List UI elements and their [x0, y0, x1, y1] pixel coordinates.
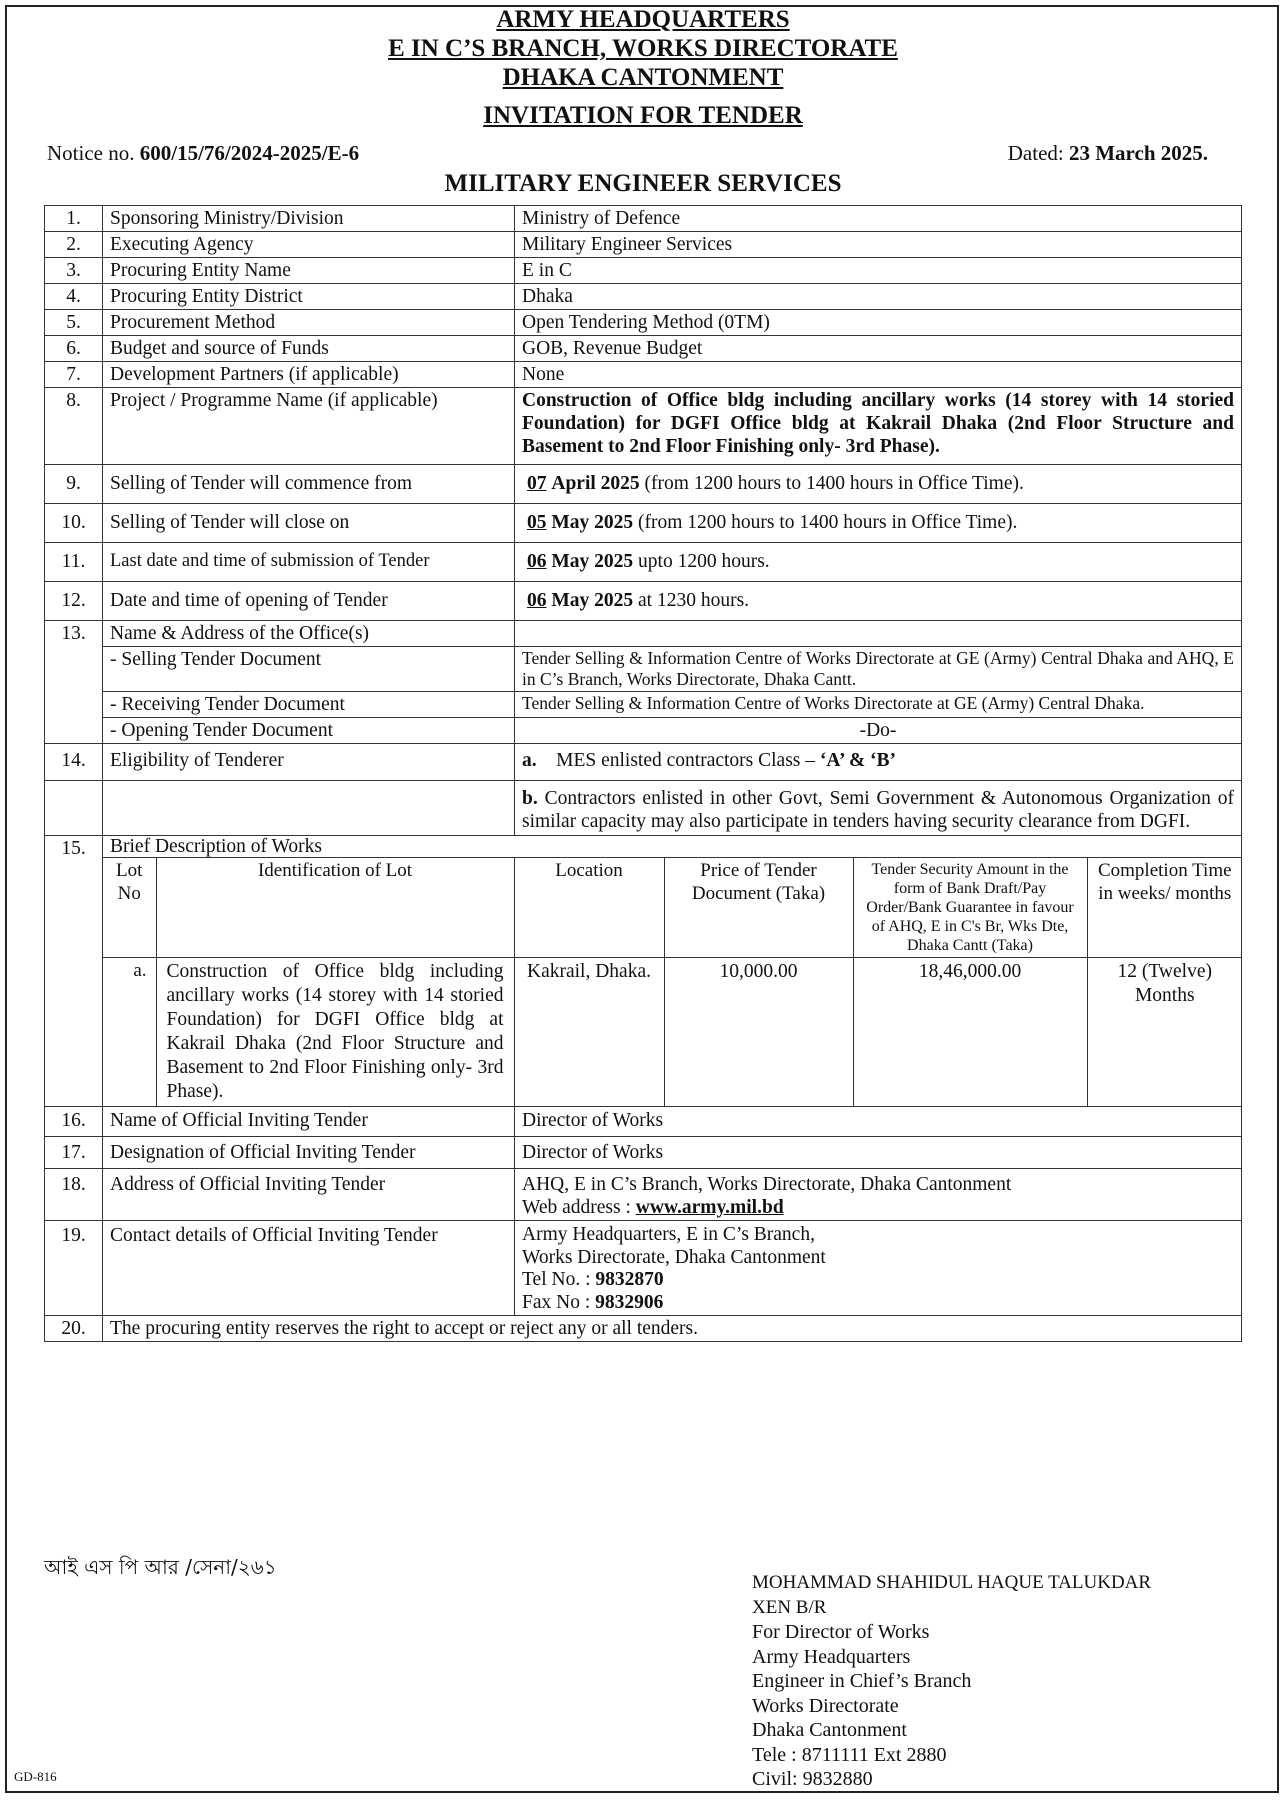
- lot-price: 10,000.00: [664, 958, 853, 1107]
- tel-line: Tel No. : 9832870: [522, 1269, 664, 1290]
- row-number: 11.: [45, 543, 103, 582]
- security-header: Tender Security Amount in the form of Bank Draft/Pay Order/Bank Guarantee in favour of AHQ, E in C's Br, Wks Dte, Dhaka Cantt (Taka): [853, 858, 1087, 958]
- section-title: MILITARY ENGINEER SERVICES: [444, 170, 842, 197]
- date-row: [45, 543, 1242, 582]
- signature-block: [752, 1571, 1151, 1792]
- row-label: Name & Address of the Office(s): [103, 621, 515, 647]
- contact-line: Works Directorate, Dhaka Cantonment: [522, 1246, 826, 1268]
- row-number: 14.: [45, 744, 103, 781]
- row-number: 2.: [45, 232, 103, 258]
- notice-number: Notice no. 600/15/76/2024-2025/E-6: [47, 141, 360, 165]
- table-row: [45, 1107, 1242, 1137]
- row-number: 5.: [45, 310, 103, 336]
- signatory-rank: XEN B/R: [752, 1596, 827, 1618]
- row-number: 17.: [45, 1137, 103, 1169]
- table-row: [45, 362, 1242, 388]
- web-address: Web address : www.army.mil.bd: [522, 1197, 784, 1218]
- row-number: 19.: [45, 1221, 103, 1316]
- org-title: ARMY HEADQUARTERS: [496, 6, 790, 33]
- notice-date: Dated: 23 March 2025.: [1007, 141, 1208, 165]
- offices-row: [45, 647, 1242, 692]
- completion-header: Completion Time in weeks/ months: [1087, 858, 1242, 958]
- table-row: [45, 1137, 1242, 1169]
- table-row: [45, 1316, 1242, 1342]
- signature-line: Army Headquarters: [752, 1645, 911, 1668]
- row-label: Budget and source of Funds: [103, 336, 515, 362]
- table-row: [45, 206, 1242, 232]
- row-number: 16.: [45, 1107, 103, 1137]
- row-label: - Selling Tender Document: [103, 647, 515, 692]
- document-title: INVITATION FOR TENDER: [483, 102, 803, 129]
- signature-line: For Director of Works: [752, 1621, 930, 1643]
- document-code: GD-816: [14, 1769, 57, 1784]
- row-value: Tender Selling & Information Centre of Works Directorate at GE (Army) Central Dhaka and AHQ, E in C’s Branch, Works Directorate, Dhaka Cantt.: [515, 647, 1242, 692]
- date-row: [45, 504, 1242, 543]
- eligibility-row: [45, 744, 1242, 781]
- row-value: Ministry of Defence: [515, 206, 1242, 232]
- branch-title: E IN C’S BRANCH, WORKS DIRECTORATE: [388, 35, 898, 62]
- row-number: 10.: [45, 504, 103, 543]
- row-label: Date and time of opening of Tender: [103, 582, 515, 621]
- row-value: 06 May 2025 at 1230 hours.: [515, 582, 1242, 621]
- row-value: [515, 1169, 1242, 1221]
- works-row: [45, 858, 1242, 1107]
- row-value: Dhaka: [515, 284, 1242, 310]
- row-number: 18.: [45, 1169, 103, 1221]
- eligibility-a: a. MES enlisted contractors Class – ‘A’ & ‘B’: [515, 744, 1242, 781]
- table-row: [45, 284, 1242, 310]
- row-value: 07 April 2025 (from 1200 hours to 1400 hours in Office Time).: [515, 465, 1242, 504]
- row-number: 13.: [45, 621, 103, 744]
- address-row: [45, 1169, 1242, 1221]
- row-number: 4.: [45, 284, 103, 310]
- row-label: Designation of Official Inviting Tender: [103, 1137, 515, 1169]
- lots-table: [103, 858, 1242, 1106]
- row-value: Director of Works: [515, 1107, 1242, 1137]
- lot-no-header: Lot No: [103, 858, 156, 958]
- identification-header: Identification of Lot: [156, 858, 514, 958]
- offices-row: [45, 621, 1242, 647]
- date-row: [45, 465, 1242, 504]
- eligibility-row: [45, 781, 1242, 836]
- table-row: [45, 258, 1242, 284]
- lot-location: Kakrail, Dhaka.: [514, 958, 664, 1107]
- signature-civil: Civil: 9832880: [752, 1768, 873, 1790]
- row-label: Project / Programme Name (if applicable): [103, 388, 515, 465]
- location-header: Location: [514, 858, 664, 958]
- location-title: DHAKA CANTONMENT: [502, 64, 784, 91]
- row-value: 06 May 2025 upto 1200 hours.: [515, 543, 1242, 582]
- row-label: Executing Agency: [103, 232, 515, 258]
- table-row: [45, 310, 1242, 336]
- table-row: [45, 232, 1242, 258]
- eligibility-b: b. Contractors enlisted in other Govt, Semi Government & Autonomous Organization of similar capacity may also participate in tenders having security clearance from DGFI.: [515, 781, 1242, 836]
- row-value: E in C: [515, 258, 1242, 284]
- table-row: [45, 336, 1242, 362]
- row-label: Selling of Tender will commence from: [103, 465, 515, 504]
- row-value: Military Engineer Services: [515, 232, 1242, 258]
- row-label: Development Partners (if applicable): [103, 362, 515, 388]
- row-number: 9.: [45, 465, 103, 504]
- row-label: Procuring Entity Name: [103, 258, 515, 284]
- row-number: 8.: [45, 388, 103, 465]
- signatory-name: MOHAMMAD SHAHIDUL HAQUE TALUKDAR: [752, 1572, 1152, 1593]
- offices-row: [45, 718, 1242, 744]
- row-label: Sponsoring Ministry/Division: [103, 206, 515, 232]
- row-number: 7.: [45, 362, 103, 388]
- row-number: 15.: [45, 836, 103, 1107]
- row-value: [515, 1221, 1242, 1316]
- row-label: Last date and time of submission of Tender: [103, 543, 515, 582]
- row-number: 20.: [45, 1316, 103, 1342]
- lot-number: a.: [103, 958, 156, 1107]
- row-label: - Opening Tender Document: [103, 718, 515, 744]
- offices-row: [45, 692, 1242, 718]
- date-row: [45, 582, 1242, 621]
- row-number: 6.: [45, 336, 103, 362]
- row-number: 1.: [45, 206, 103, 232]
- row-number: 12.: [45, 582, 103, 621]
- row-value: Director of Works: [515, 1137, 1242, 1169]
- address-text: AHQ, E in C’s Branch, Works Directorate, Dhaka Cantonment: [522, 1174, 1012, 1195]
- project-name: Construction of Office bldg including ancillary works (14 storey with 14 storied Foundation) for DGFI Office bldg at Kakrail Dhaka (2nd Floor Structure and Basement to 2nd Floor Finishing only- 3rd Phase).: [515, 388, 1242, 465]
- row-label: Eligibility of Tenderer: [103, 744, 515, 781]
- contact-row: [45, 1221, 1242, 1316]
- row-value: -Do-: [515, 718, 1242, 744]
- reservation-note: The procuring entity reserves the right to accept or reject any or all tenders.: [103, 1316, 1242, 1342]
- lot-row: [103, 958, 1242, 1107]
- row-label: Contact details of Official Inviting Tender: [103, 1221, 515, 1316]
- publication-ref: আই এস পি আর /সেনা/২৬১: [44, 1555, 277, 1579]
- row-label: - Receiving Tender Document: [103, 692, 515, 718]
- row-label: Procurement Method: [103, 310, 515, 336]
- signature-line: Engineer in Chief’s Branch: [752, 1670, 972, 1692]
- signature-tele: Tele : 8711111 Ext 2880: [752, 1743, 947, 1766]
- contact-line: Army Headquarters, E in C’s Branch,: [522, 1224, 815, 1245]
- web-link[interactable]: www.army.mil.bd: [635, 1197, 784, 1218]
- row-label: Procuring Entity District: [103, 284, 515, 310]
- row-value: None: [515, 362, 1242, 388]
- tender-table: [44, 205, 1242, 1342]
- lots-header-row: [103, 858, 1242, 958]
- lot-security: 18,46,000.00: [853, 958, 1087, 1107]
- row-value: Open Tendering Method (0TM): [515, 310, 1242, 336]
- signature-line: Dhaka Cantonment: [752, 1719, 907, 1741]
- lot-completion: 12 (Twelve) Months: [1087, 958, 1242, 1107]
- table-row: [45, 388, 1242, 465]
- row-label: Brief Description of Works: [103, 836, 1242, 858]
- fax-line: Fax No : 9832906: [522, 1291, 664, 1313]
- works-row: [45, 836, 1242, 858]
- signature-line: Works Directorate: [752, 1694, 899, 1717]
- price-header: Price of Tender Document (Taka): [664, 858, 853, 958]
- row-label: Address of Official Inviting Tender: [103, 1169, 515, 1221]
- row-value: GOB, Revenue Budget: [515, 336, 1242, 362]
- row-number: 3.: [45, 258, 103, 284]
- row-value: 05 May 2025 (from 1200 hours to 1400 hours in Office Time).: [515, 504, 1242, 543]
- row-label: Selling of Tender will close on: [103, 504, 515, 543]
- row-label: Name of Official Inviting Tender: [103, 1107, 515, 1137]
- lot-identification: Construction of Office bldg including ancillary works (14 storey with 14 storied Foundation) for DGFI Office bldg at Kakrail Dhaka (2nd Floor Structure and Basement to 2nd Floor Finishing only- 3rd Phase).: [156, 958, 514, 1107]
- row-value: Tender Selling & Information Centre of Works Directorate at GE (Army) Central Dhaka.: [515, 692, 1242, 718]
